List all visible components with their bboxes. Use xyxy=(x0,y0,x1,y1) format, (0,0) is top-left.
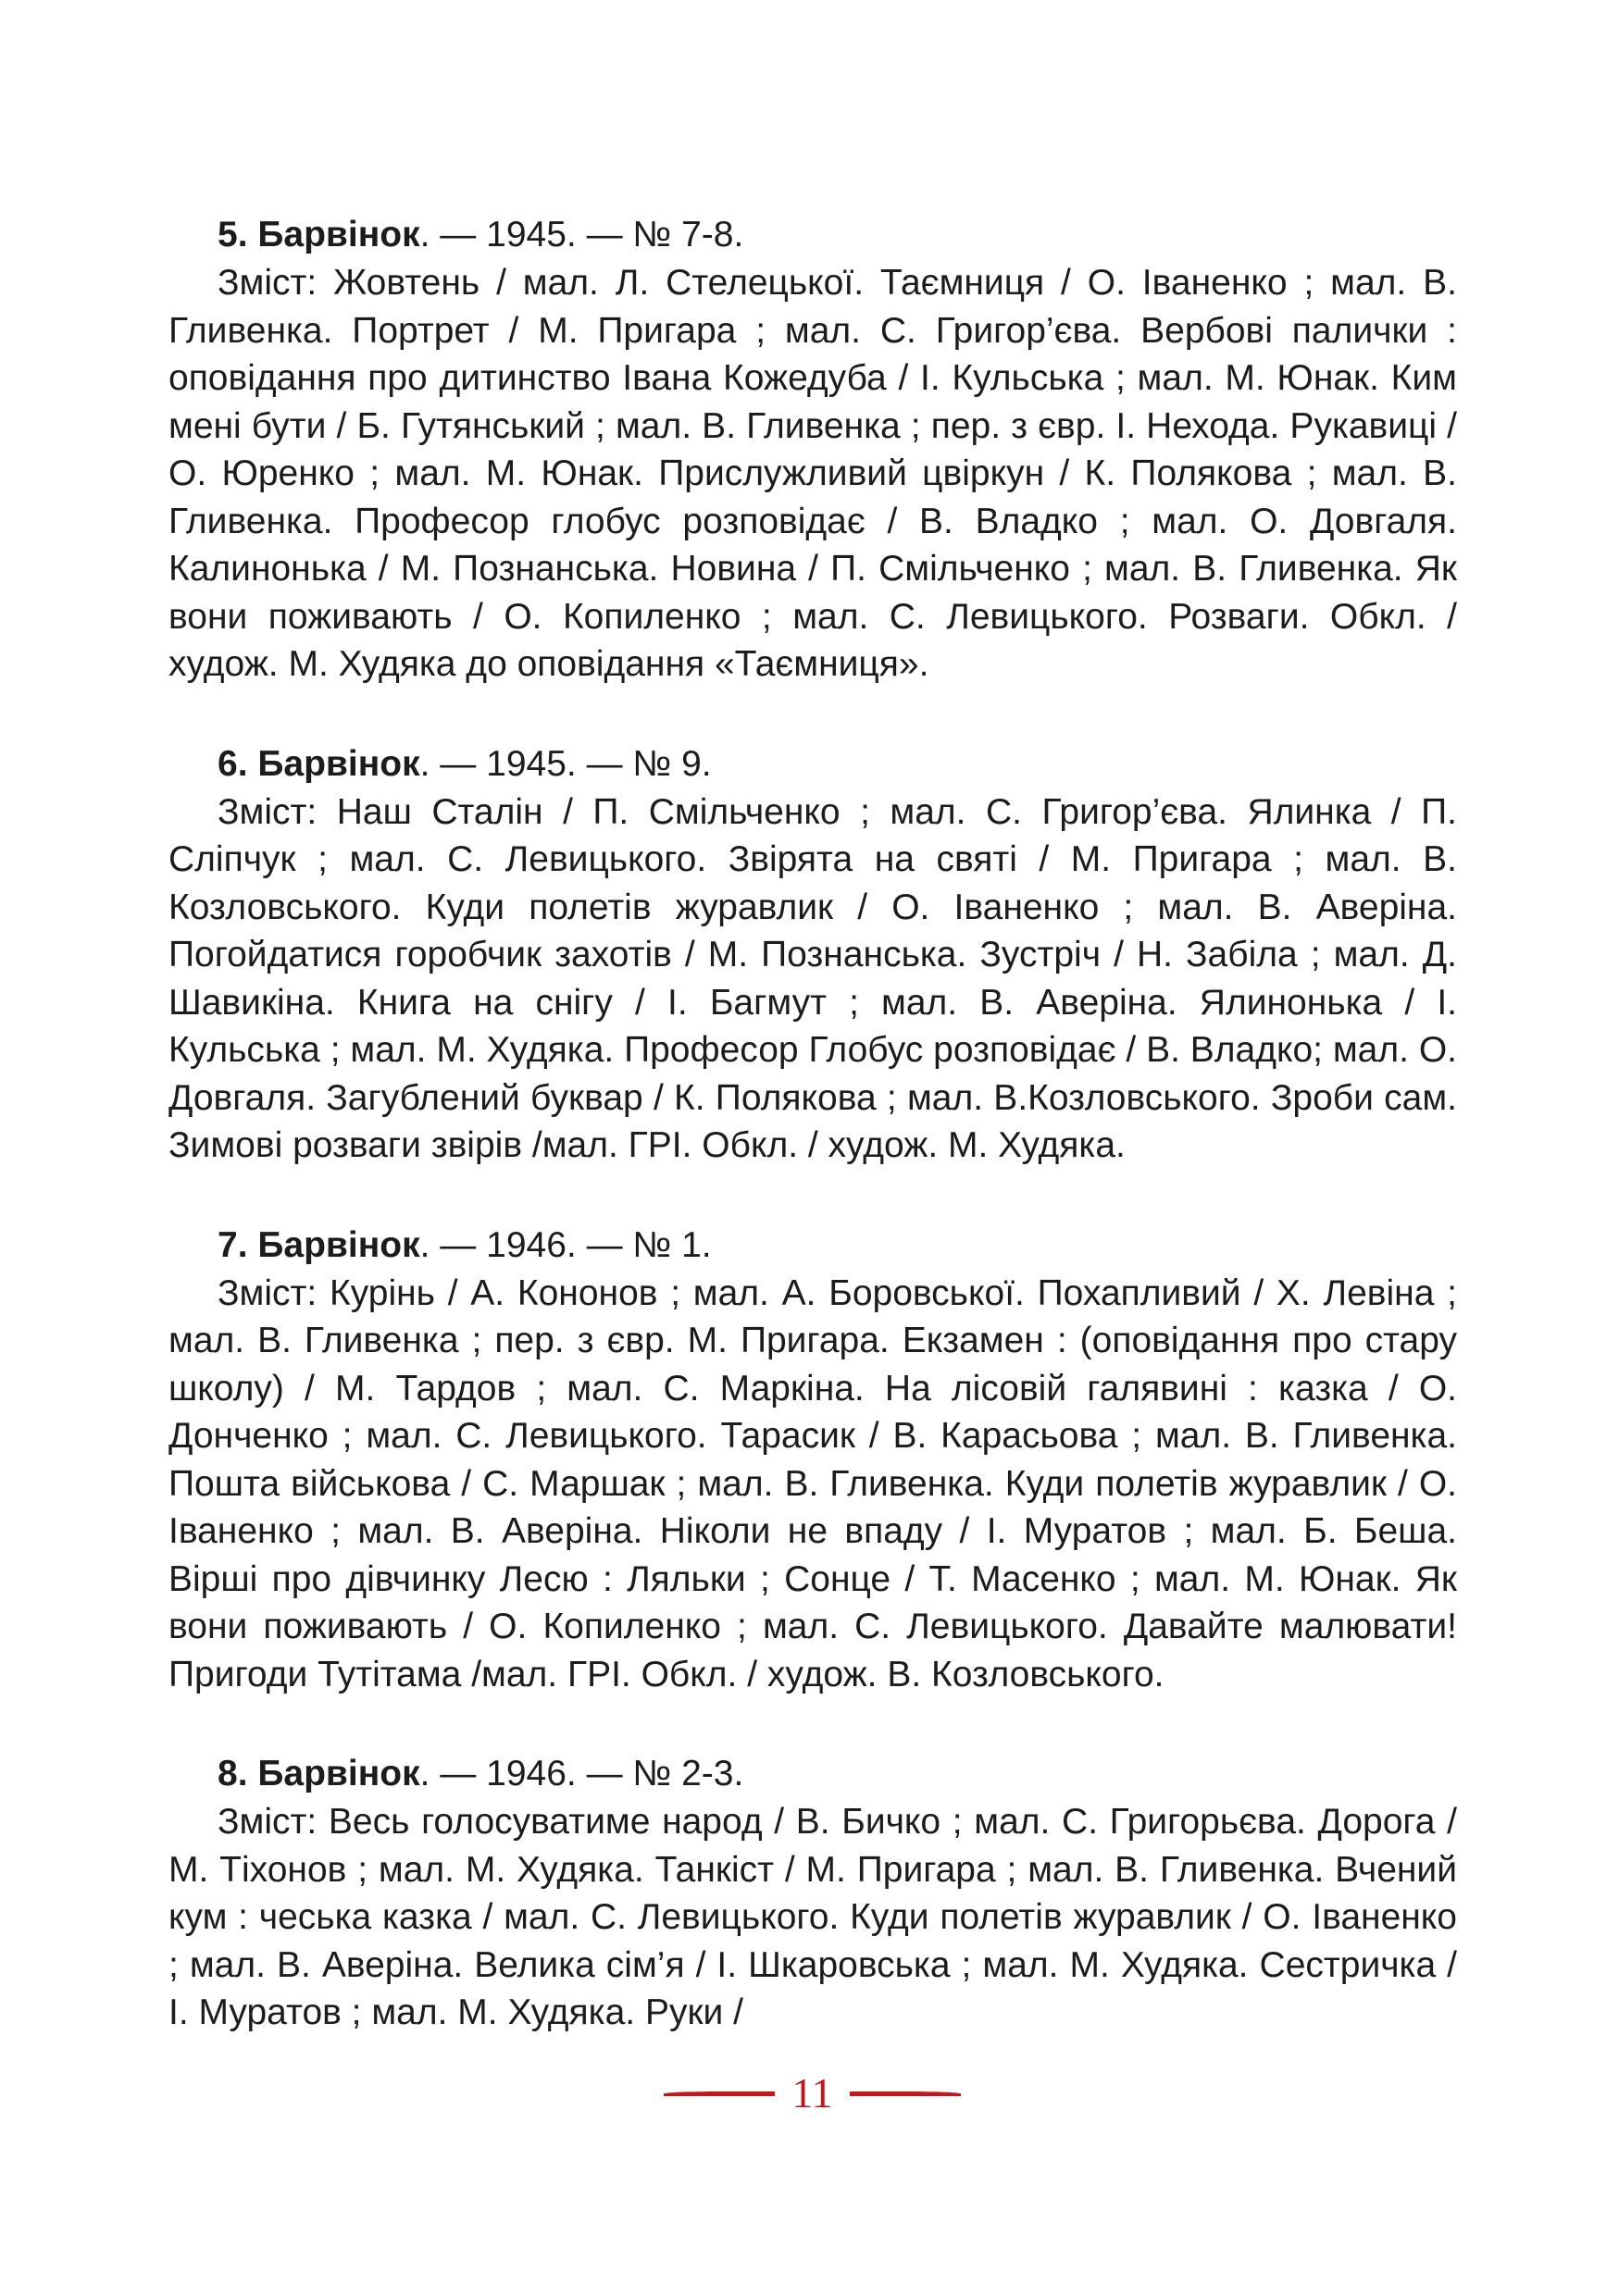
entry-number: 7. xyxy=(218,1224,248,1265)
entry-meta: . — 1946. — № 2-3. xyxy=(419,1754,744,1793)
entry-heading xyxy=(168,211,1457,259)
entry-contents: Зміст: Наш Сталін / П. Смільченко ; мал. С. Григор’єва. Ялинка / П. Сліпчук ; мал. С. Левицького. Звірята на святі / М. Пригара ; мал. В. Козловського. Куди полетів журавлик / О. Іваненко ; мал. В. Аверіна. Погойдатися горобчик захотів / М. Познанська. Зустріч / Н. Забіла ; мал. Д. Шавикіна. Книга на снігу / І. Багмут ; мал. В. Аверіна. Ялинонька / І. Кульська ; мал. М. Худяка. Професор Глобус розповідає / В. Владко; мал. О. Довгаля. Загублений буквар / К. Полякова ; мал. В.Козловського. Зроби сам. Зимові розваги звірів /мал. ГРІ. Обкл. / худож. М. Худяка. xyxy=(168,791,1457,1165)
entry-number: 5. xyxy=(218,215,248,254)
entry-heading xyxy=(168,1222,1457,1270)
entry-contents: Зміст: Курінь / А. Кононов ; мал. А. Боровської. Похапливий / Х. Левіна ; мал. В. Гливенка ; пер. з євр. М. Пригара. Екзамен : (оповідання про стару школу) / М. Тардов ; мал. С. Маркіна. На лісовій галявині : казка / О. Донченко ; мал. С. Левицького. Тарасик / В. Карасьова ; мал. В. Гливенка. Пошта військова / С. Маршак ; мал. В. Гливенка. Куди полетів журавлик / О. Іваненко ; мал. В. Аверіна. Ніколи не впаду / І. Муратов ; мал. Б. Беша. Вірші про дівчинку Лесю : Ляльки ; Сонце / Т. Масенко ; мал. М. Юнак. Як вони поживають / О. Копиленко ; мал. С. Левицького. Давайте малювати! Пригоди Тутітама /мал. ГРІ. Обкл. / худож. В. Козловського. xyxy=(168,1272,1457,1694)
entry-contents: Зміст: Жовтень / мал. Л. Стелецької. Таємниця / О. Іваненко ; мал. В. Гливенка. Портрет / М. Пригара ; мал. С. Григор’єва. Вербові палички : оповідання про дитинство Івана Кожедуба / І. Кульська ; мал. М. Юнак. Ким мені бути / Б. Гутянський ; мал. В. Гливенка ; пер. з євр. І. Нехода. Рукавиці / О. Юренко ; мал. М. Юнак. Прислужливий цвіркун / К. Полякова ; мал. В. Гливенка. Професор глобус розповідає / В. Владко ; мал. О. Довгаля. Калинонька / М. Познанська. Новина / П. Смільченко ; мал. В. Гливенка. Як вони поживають / О. Копиленко ; мал. С. Левицького. Розваги. Обкл. / худож. М. Худяка до оповідання «Таємниця». xyxy=(168,263,1457,684)
page-number: 11 xyxy=(791,2069,833,2116)
entry-title: Барвінок xyxy=(257,743,420,784)
entry-meta: . — 1946. — № 1. xyxy=(419,1224,712,1265)
bibliography-entry xyxy=(168,1750,1457,2037)
entry-heading xyxy=(168,740,1457,788)
entry-meta: . — 1945. — № 7-8. xyxy=(419,215,744,254)
bibliography-list xyxy=(168,211,1457,2089)
entry-title: Барвінок xyxy=(257,1754,420,1793)
footer-rule-left xyxy=(664,2091,775,2096)
entry-contents: Зміст: Весь голосуватиме народ / В. Бичко ; мал. С. Григорьєва. Дорога / М. Тіхонов ; мал. М. Худяка. Танкіст / М. Пригара ; мал. В. Гливенка. Вчений кум : чеська казка / мал. С. Левицького. Куди полетів журавлик / О. Іваненко ; мал. В. Аверіна. Велика сім’я / І. Шкаровська ; мал. М. Худяка. Сестричка / І. Муратов ; мал. М. Худяка. Руки / xyxy=(168,1802,1457,2032)
bibliography-entry xyxy=(168,1222,1457,1699)
entry-heading xyxy=(168,1750,1457,1798)
bibliography-entry xyxy=(168,740,1457,1170)
entry-title: Барвінок xyxy=(257,1224,420,1265)
footer-rule-right xyxy=(850,2091,961,2096)
entry-title: Барвінок xyxy=(257,215,420,254)
entry-number: 8. xyxy=(218,1754,248,1793)
entry-number: 6. xyxy=(218,743,248,784)
page-footer xyxy=(0,2066,1619,2121)
entry-meta: . — 1945. — № 9. xyxy=(419,743,712,784)
bibliography-entry xyxy=(168,211,1457,689)
